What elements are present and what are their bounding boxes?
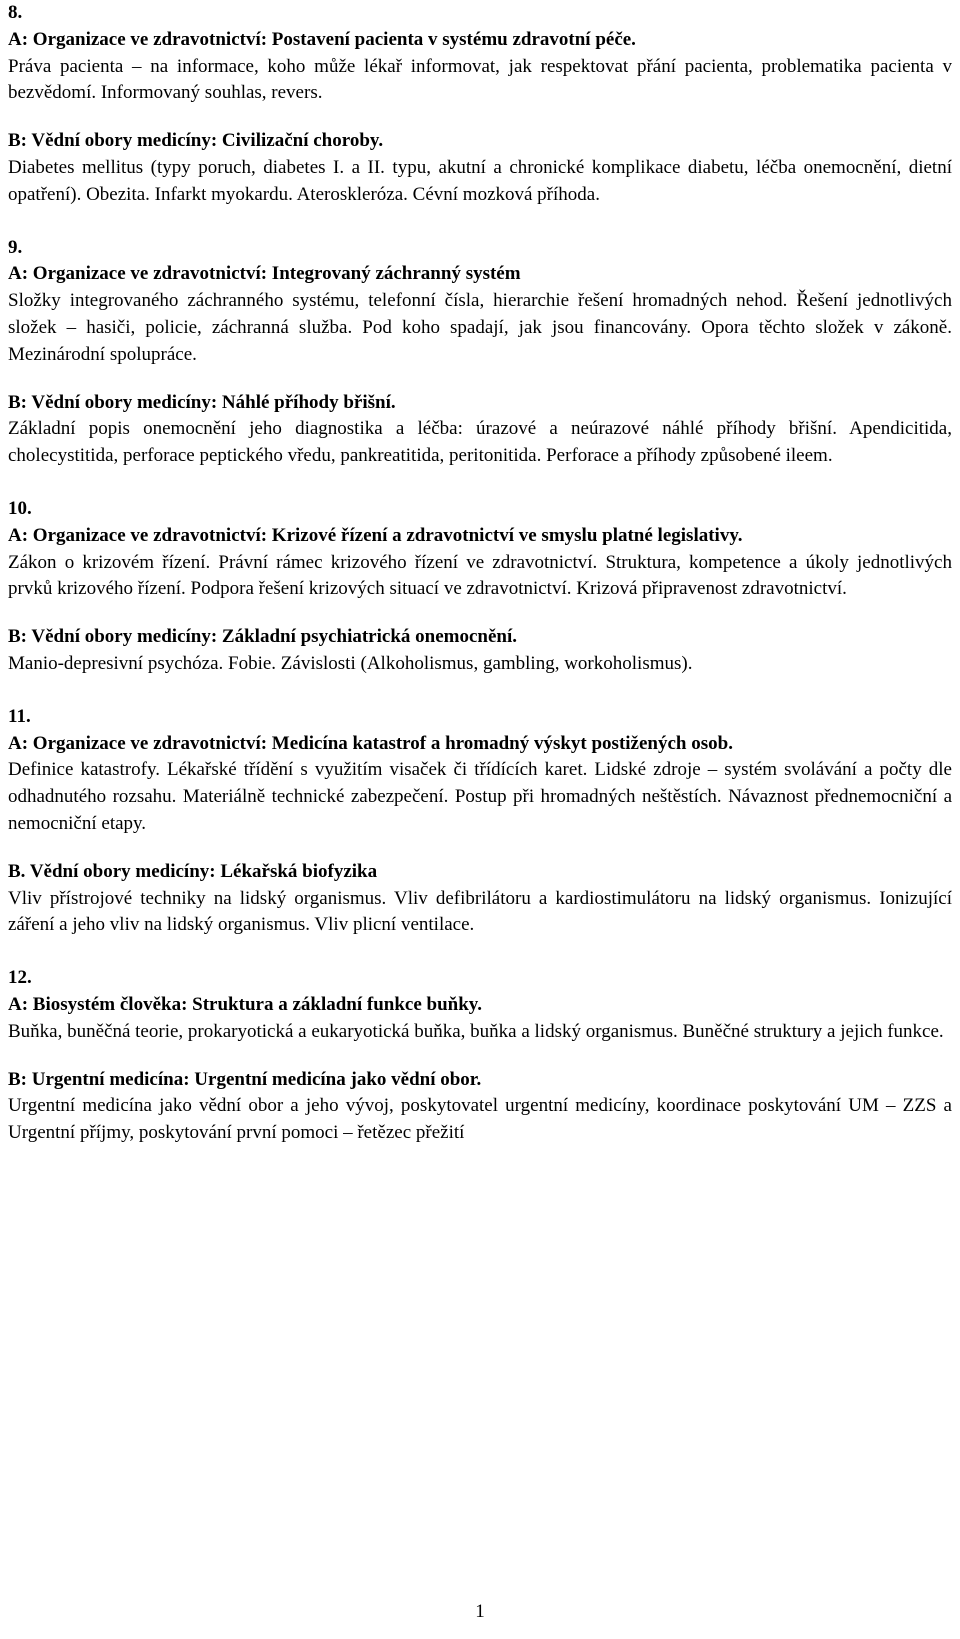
section-b-heading: B: Vědní obory medicíny: Náhlé příhody břišní.: [8, 391, 396, 413]
topic-number: 8.: [8, 2, 23, 23]
section-b-text: Manio-depresivní psychóza. Fobie. Závislosti (Alkoholismus, gambling, workoholismus).: [8, 652, 693, 674]
section-b-text: Urgentní medicína jako vědní obor a jeho vývoj, poskytovatel urgentní medicíny, koordinace poskytování UM – ZZS a Urgentní příjmy, poskytování první pomoci – řetězec přežití: [8, 1095, 952, 1144]
section-a-text: Zákon o krizovém řízení. Právní rámec krizového řízení ve zdravotnictví. Struktura, kompetence a úkoly jednotlivých prvků krizového řízení. Podpora řešení krizových situací ve zdravotnictví. Krizová připravenost zdravotnictví.: [8, 551, 952, 600]
topic-number: 11.: [8, 705, 31, 727]
section-b-heading: B: Vědní obory medicíny: Základní psychiatrická onemocnění.: [8, 626, 518, 648]
topic-9: [8, 235, 952, 470]
topic-11: [8, 704, 952, 939]
document-page: [8, 0, 952, 1147]
section-a-text: Definice katastrofy. Lékařské třídění s využitím visaček či třídících karet. Lidské zdroje – systém svolávání a počty dle odhadnutého rozsahu. Materiálně technické zabezpečení. Postup při hromadných neštěstích. Návaznost přednemocniční a nemocniční etapy.: [8, 759, 952, 834]
section-b-text: Základní popis onemocnění jeho diagnostika a léčba: úrazové a neúrazové náhlé příhody břišní. Apendicitida, cholecystitida, perforace peptického vředu, pankreatitida, peritonitida. Perforace a příhody způsobené ileem.: [8, 418, 952, 467]
section-b-text: Vliv přístrojové techniky na lidský organismus. Vliv defibrilátoru a kardiostimulátoru na lidský organismus. Ionizující záření a jeho vliv na lidský organismus. Vliv plicní ventilace.: [8, 887, 952, 936]
section-a-heading: A: Biosystém člověka: Struktura a základní funkce buňky.: [8, 993, 483, 1015]
section-b-heading: B: Vědní obory medicíny: Civilizační choroby.: [8, 130, 384, 152]
topic-12: [8, 965, 952, 1147]
section-a-text: Buňka, buněčná teorie, prokaryotická a eukaryotická buňka, buňka a lidský organismus. Buněčné struktury a jejich funkce.: [8, 1020, 944, 1042]
section-a-text: Práva pacienta – na informace, koho může lékař informovat, jak respektovat přání pacienta, problematika pacienta v bezvědomí. Informovaný souhlas, revers.: [8, 55, 952, 104]
topic-number: 9.: [8, 236, 23, 258]
topic-10: [8, 496, 952, 678]
topic-number: 12.: [8, 967, 32, 989]
section-a-heading: A: Organizace ve zdravotnictví: Integrovaný záchranný systém: [8, 263, 521, 285]
topic-number: 10.: [8, 497, 32, 519]
section-a-heading: A: Organizace ve zdravotnictví: Postavení pacienta v systému zdravotní péče.: [8, 28, 636, 50]
section-b-text: Diabetes mellitus (typy poruch, diabetes I. a II. typu, akutní a chronické komplikace diabetu, léčba onemocnění, dietní opatření). Obezita. Infarkt myokardu. Ateroskleróza. Cévní mozková příhoda.: [8, 156, 952, 205]
section-b-heading: B: Urgentní medicína: Urgentní medicína jako vědní obor.: [8, 1068, 482, 1090]
page-number: 1: [475, 1601, 485, 1622]
section-a-heading: A: Organizace ve zdravotnictví: Krizové řízení a zdravotnictví ve smyslu platné legislativy.: [8, 524, 743, 546]
section-a-heading: A: Organizace ve zdravotnictví: Medicína katastrof a hromadný výskyt postižených osob.: [8, 732, 733, 754]
section-b-heading: B. Vědní obory medicíny: Lékařská biofyzika: [8, 860, 378, 882]
topic-8: [8, 0, 952, 209]
section-a-text: Složky integrovaného záchranného systému, telefonní čísla, hierarchie řešení hromadných nehod. Řešení jednotlivých složek – hasiči, policie, záchranná služba. Pod koho spadají, jak jsou financovány. Opora těchto složek v zákoně. Mezinárodní spolupráce.: [8, 290, 952, 365]
